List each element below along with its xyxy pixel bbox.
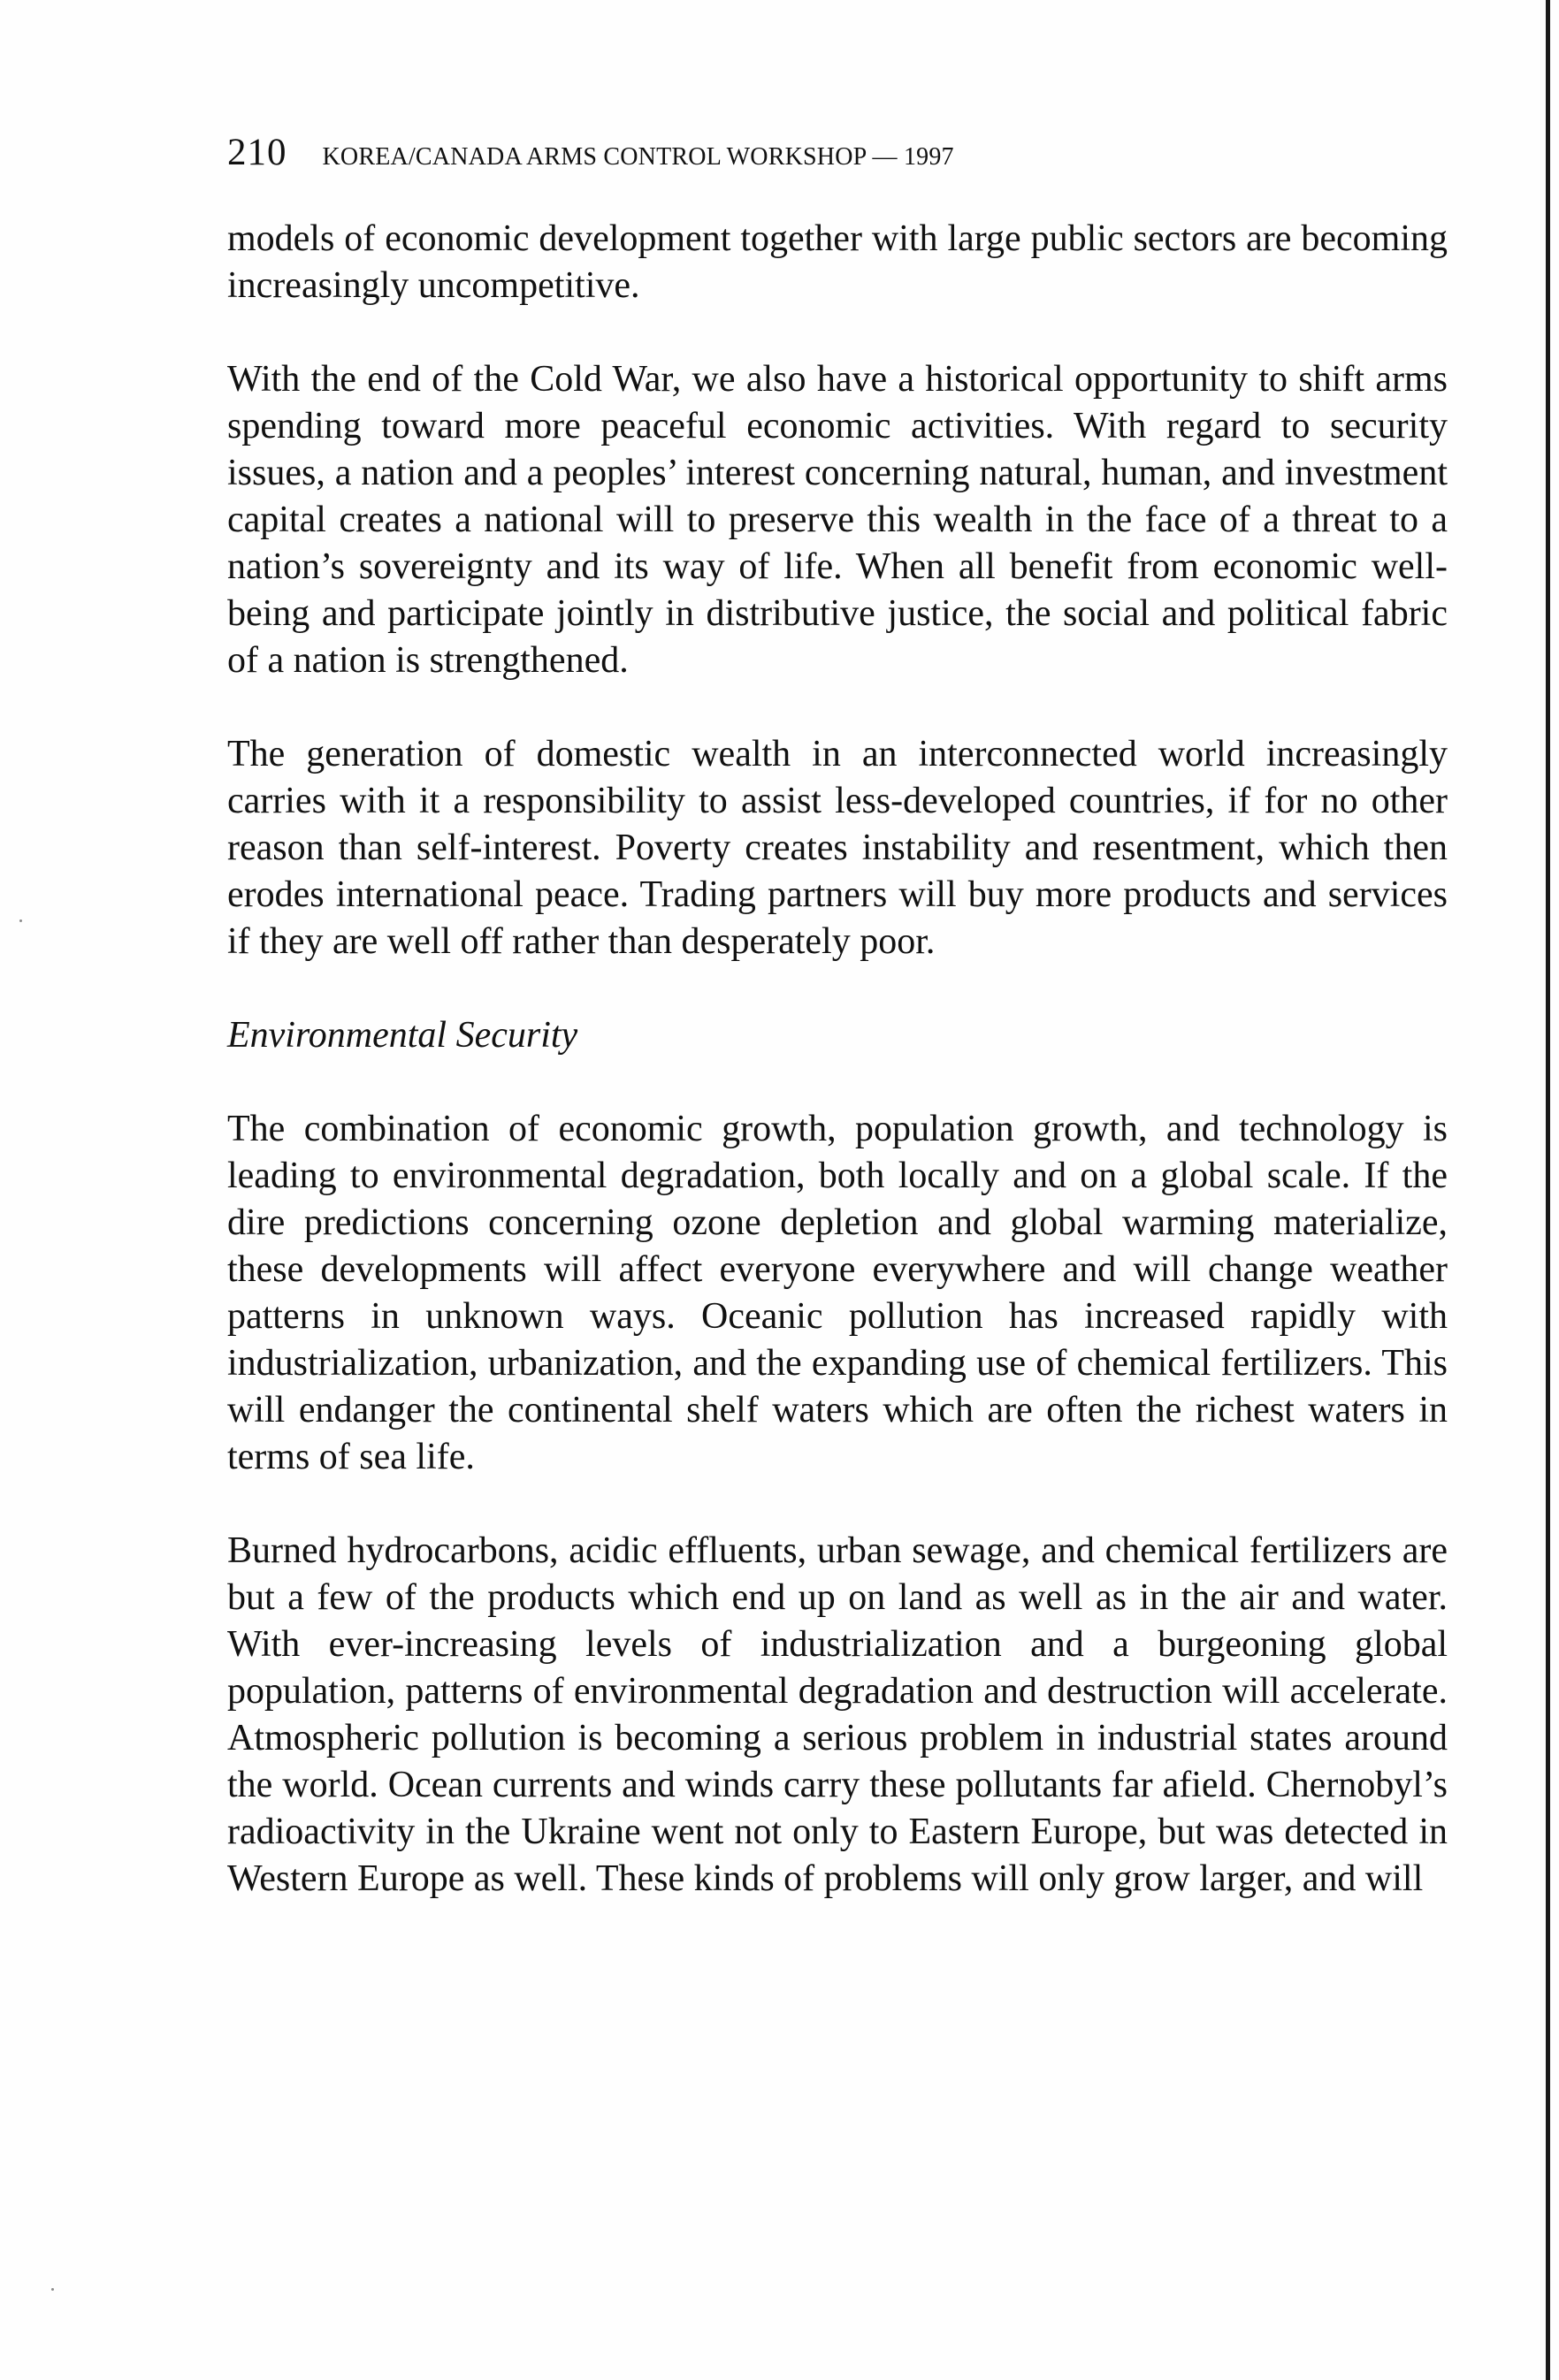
paragraph-continuation: models of economic development together with large public sectors are becoming increasingly uncompetitive. [227, 218, 1448, 306]
body-text [227, 216, 1448, 1903]
scan-speck [19, 919, 22, 922]
paragraph-spacer [227, 1481, 1448, 1528]
paragraph-pollution: Burned hydrocarbons, acidic effluents, urban sewage, and chemical fertilizers are but a few of the products which end up on land as well as in the air and water. With ever-increasing levels of industrialization and a burgeoning global population, patterns of environmental degradation and destruction will accelerate. Atmospheric pollution is becoming a serious problem in industrial states around the world. Ocean currents and winds carry these pollutants far afield. Chernobyl’s radioactivity in the Ukraine went not only to Eastern Europe, but was detected in Western Europe as well. These kinds of problems will only grow larger, and will [227, 1530, 1448, 1899]
paragraph-spacer [227, 684, 1448, 731]
paragraph-spacer [227, 309, 1448, 356]
paragraph-domestic-wealth: The generation of domestic wealth in an interconnected world increasingly carries with it a responsibility to assist less-developed countries, if for no other reason than self-interest. Poverty creates instability and resentment, which then erodes international peace. Trading partners will buy more products and services if they are well off rather than desperately poor. [227, 734, 1448, 962]
paragraph-spacer [227, 1059, 1448, 1106]
paragraph-spacer [227, 965, 1448, 1012]
paragraph-cold-war: With the end of the Cold War, we also have a historical opportunity to shift arms spending toward more peaceful economic activities. With regard to security issues, a nation and a peoples’ interest concerning natural, human, and investment capital creates a national will to preserve this wealth in the face of a threat to a nation’s sovereignty and its way of life. When all benefit from economic well-being and participate jointly in distributive justice, the social and political fabric of a nation is strengthened. [227, 359, 1448, 681]
page-number: 210 [227, 132, 287, 173]
running-head: KOREA/CANADA ARMS CONTROL WORKSHOP — 1997 [322, 143, 954, 171]
paragraph-environmental-degradation: The combination of economic growth, population growth, and technology is leading to environmental degradation, both locally and on a global scale. If the dire predictions concerning ozone depletion and global warming materialize, these developments will affect everyone everywhere and will change weather patterns in unknown ways. Oceanic pollution has increased rapidly with industrialization, urbanization, and the expanding use of chemical fertilizers. This will endanger the continental shelf waters which are often the richest waters in terms of sea life. [227, 1109, 1448, 1477]
page-header [227, 131, 1448, 175]
page-edge-rule [1546, 0, 1550, 2380]
section-heading: Environmental Security [227, 1015, 578, 1056]
scan-speck [51, 2288, 54, 2291]
